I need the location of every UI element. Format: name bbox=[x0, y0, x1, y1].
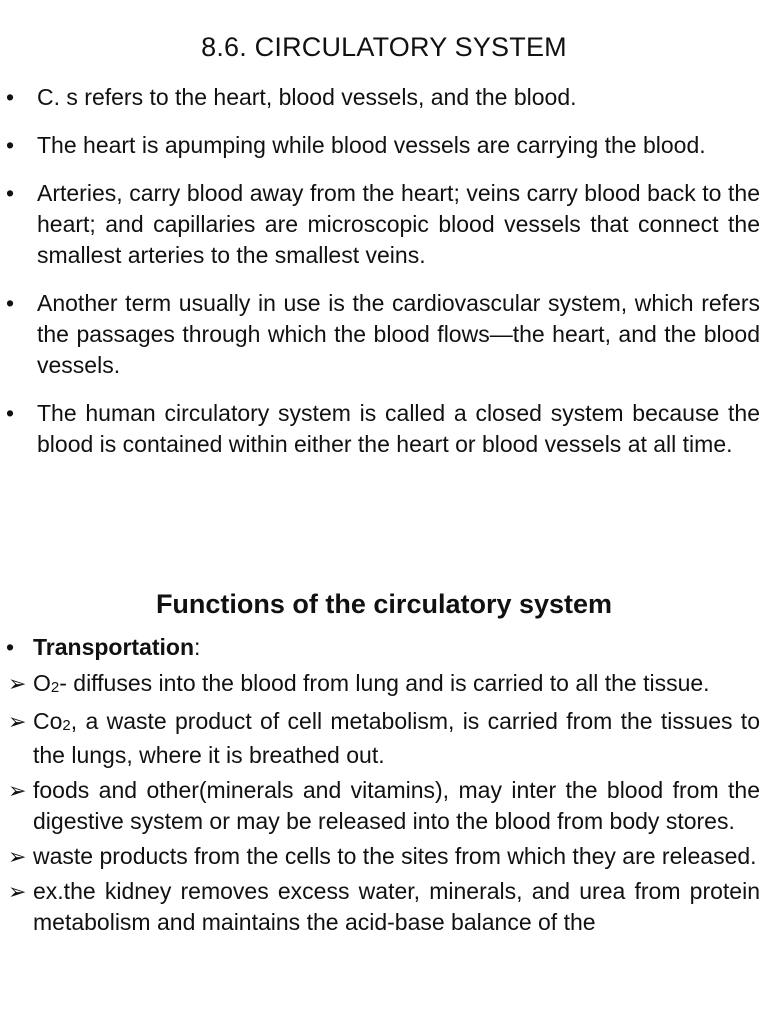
bullet-icon: • bbox=[6, 132, 15, 158]
section-heading: Functions of the circulatory system bbox=[155, 589, 613, 619]
arrow-list-item bbox=[0, 841, 768, 872]
item-subscript: 2 bbox=[62, 717, 71, 734]
bullet-text: Arteries, carry blood away from the heart; veins carry blood back to the heart; and capillaries are microscopic blood vessels that connect the smallest arteries to the smallest veins. bbox=[37, 180, 760, 268]
bullet-text: The heart is apumping while blood vessels are carrying the blood. bbox=[37, 132, 706, 158]
bullet-icon: • bbox=[6, 84, 15, 110]
arrow-bullet-icon: ➢ bbox=[8, 844, 27, 869]
item-text: waste products from the cells to the sites from which they are released. bbox=[33, 843, 757, 869]
transportation-label: Transportation bbox=[33, 634, 195, 660]
arrow-list-item bbox=[0, 668, 768, 702]
arrow-bullet-icon: ➢ bbox=[8, 778, 27, 803]
item-text-post: - diffuses into the blood from lung and is carried to all the tissue. bbox=[59, 670, 710, 696]
transportation-colon: : bbox=[194, 634, 201, 660]
arrow-bullet-icon: ➢ bbox=[8, 671, 27, 696]
item-text-post: , a waste product of cell metabolism, is carried from the tissues to the lungs, where it is breathed out. bbox=[33, 708, 760, 768]
bullet-icon: • bbox=[6, 634, 15, 660]
bullet-item bbox=[0, 82, 768, 113]
arrow-bullet-icon: ➢ bbox=[8, 709, 27, 734]
arrow-list-item bbox=[0, 876, 768, 938]
bullet-item bbox=[0, 178, 768, 271]
bullet-text: Another term usually in use is the cardiovascular system, which refers the passages through which the blood flows—the heart, and the blood vessels. bbox=[37, 290, 760, 378]
bullet-item bbox=[0, 398, 768, 460]
transportation-heading bbox=[0, 632, 768, 663]
bullet-text: The human circulatory system is called a closed system because the blood is contained within either the heart or blood vessels at all time. bbox=[37, 400, 760, 457]
arrow-list-item bbox=[0, 706, 768, 771]
bullet-text: C. s refers to the heart, blood vessels, and the blood. bbox=[37, 84, 577, 110]
item-text-pre: Co bbox=[33, 708, 63, 734]
functions-list bbox=[0, 632, 768, 942]
intro-bullet-list bbox=[0, 82, 768, 477]
page-title: 8.6. CIRCULATORY SYSTEM bbox=[201, 32, 567, 62]
bullet-icon: • bbox=[6, 290, 15, 316]
arrow-bullet-icon: ➢ bbox=[8, 879, 27, 904]
bullet-item bbox=[0, 288, 768, 381]
bullet-icon: • bbox=[6, 400, 15, 426]
arrow-list-item bbox=[0, 775, 768, 837]
bullet-item bbox=[0, 130, 768, 161]
item-text: foods and other(minerals and vitamins), may inter the blood from the digestive system or may be released into the blood from body stores. bbox=[33, 777, 760, 834]
item-text: ex.the kidney removes excess water, minerals, and urea from protein metabolism and maintains the acid-base balance of the bbox=[33, 878, 760, 935]
item-subscript: 2 bbox=[50, 679, 60, 696]
bullet-icon: • bbox=[6, 180, 15, 206]
item-text-pre: O bbox=[33, 670, 51, 696]
